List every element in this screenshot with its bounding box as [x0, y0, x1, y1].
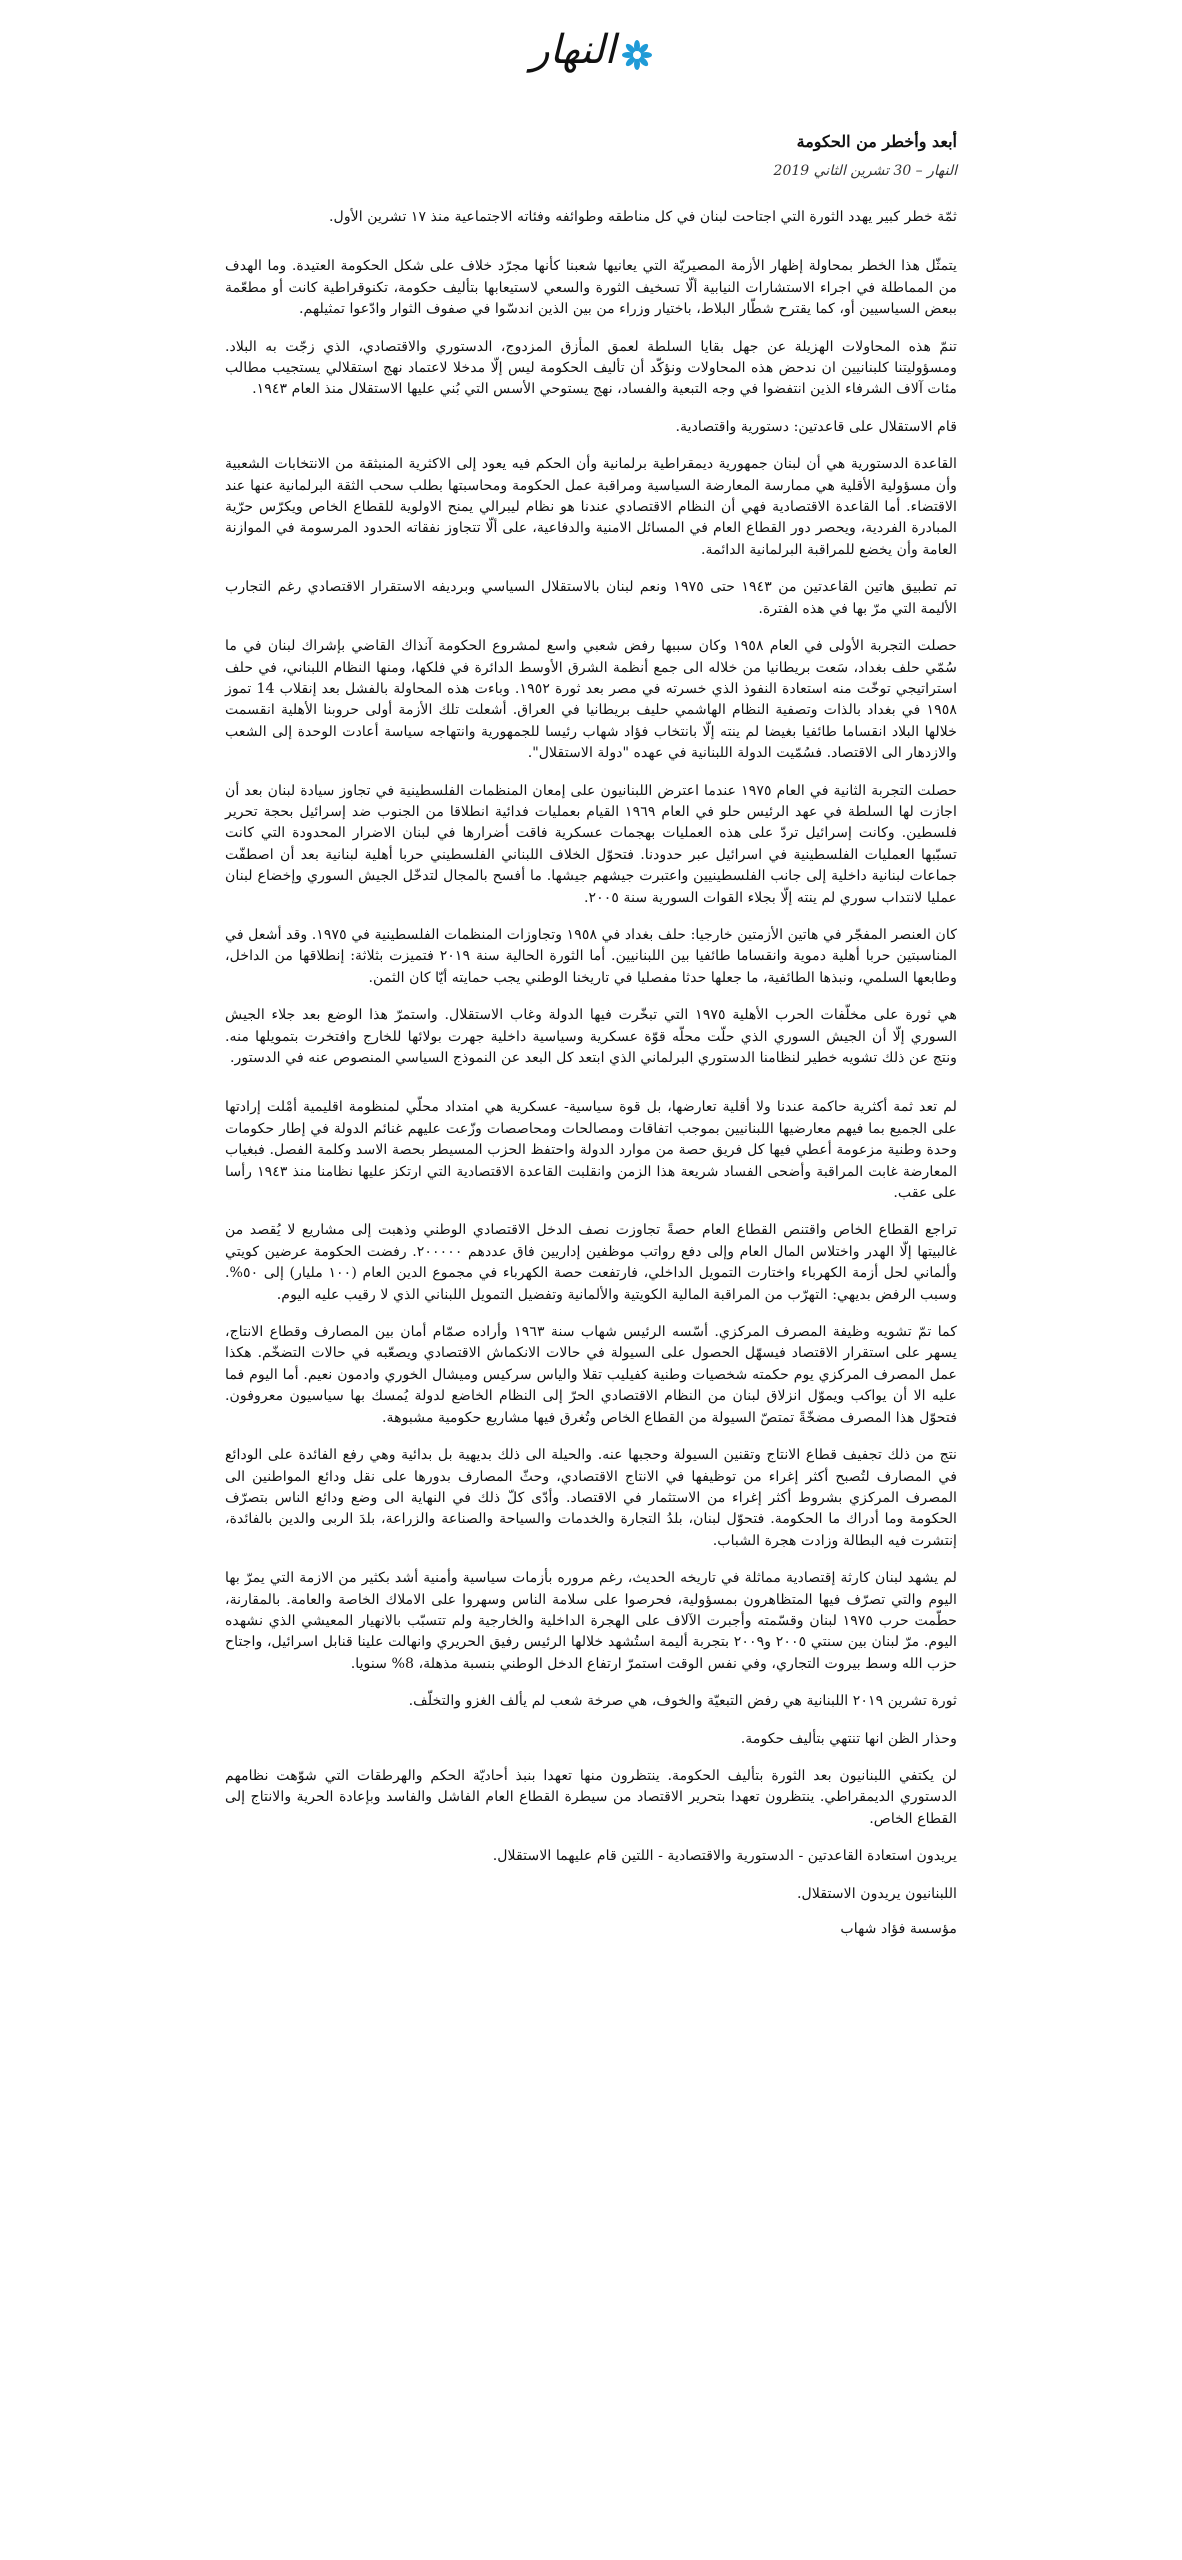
article-paragraph: قام الاستقلال على قاعدتين: دستورية واقتصادية. [675, 418, 957, 435]
article-paragraph: لم يشهد لبنان كارثة إقتصادية مماثلة في تاريخه الحديث، رغم مروره بأزمات سياسية وأمنية أشد بكثير من الازمة التي يمرّ بها اليوم والتي تصرّف فيها المتظاهرون بمسؤولية، فحرصوا على سلامة الناس وسهروا على الاملاك الخاصة والعامة. بالمقارنة، حطّمت حرب ١٩٧٥ لبنان وقسّمته وأجبرت الآلاف على الهجرة الداخلية والخارجية ولم تتسبّب بالانهيار المعيشي الذي نشهده اليوم. مرّ لبنان بين سنتي ٢٠٠٥ و٢٠٠٩ بتجربة أليمة استُشهد خلالها الرئيس رفيق الحريري وانهالت علينا قنابل اسرائيل، واجتاح حزب الله وسط بيروت التجاري، وفي نفس الوقت استمرّ ارتفاع الدخل الوطني بنسبة مذهلة، 8% سنويا. [225, 1570, 957, 1672]
article-paragraph: القاعدة الدستورية هي أن لبنان جمهورية ديمقراطية برلمانية وأن الحكم فيه يعود إلى الاكثرية المنبثقة من الانتخابات الشعبية وأن مسؤولية الأقلية هي ممارسة المعارضة السياسية ومراقبة عمل الحكومة ومحاسبتها بطلب سحب الثقة البرلمانية عنها عند الاقتضاء. أما القاعدة الاقتصادية فهي أن النظام الاقتصادي عندنا هو نظام ليبرالي يمنح الاولوية للقطاع الخاص ويكرّس حرّية المبادرة الفردية، ويحصر دور القطاع العام في المسائل الامنية والدفاعية، على ألّا تتجاوز نفقاته الحدود المرسومة في الموازنة العامة وأن يخضع للمراقبة البرلمانية الدائمة. [225, 456, 957, 558]
article-paragraph: يريدون استعادة القاعدتين - الدستورية والاقتصادية - اللتين قام عليهما الاستقلال. [492, 1848, 957, 1865]
article [225, 132, 957, 1937]
article-paragraph: حصلت التجربة الثانية في العام ١٩٧٥ عندما اعترض اللبنانيون على إمعان المنظمات الفلسطينية في تجاوز سيادة لبنان بعد أن اجازت لها السلطة في عهد الرئيس حلو في العام ١٩٦٩ القيام بعمليات فدائية انطلاقا من الجنوب ضد إسرائيل بحجة تحرير فلسطين. وكانت إسرائيل تردّ على هذه العمليات بهجمات عسكرية فاقت أضرارها في لبنان الاضرار المحدودة التي كانت تسبّبها العمليات الفلسطينية في اسرائيل عبر حدودنا. فتحوّل الخلاف اللبناني الفلسطيني حربا أهلية لبنانية بعد أن اصطفّت جماعات لبنانية داخلية إلى جانب الفلسطينيين واعتبرت جيشهم جيشها. ما أفسح بالمجال لتدخّل الجيش السوري وإخضاع لبنان عمليا لانتداب سوري لم ينته إلّا بجلاء القوات السورية سنة ٢٠٠٥. [225, 782, 957, 906]
article-paragraph: كان العنصر المفجّر في هاتين الأزمتين خارجيا: حلف بغداد في ١٩٥٨ وتجاوزات المنظمات الفلسطينية في ١٩٧٥. وقد أشعل في المناسبتين حربا أهلية دموية وانقساما طائفيا بين اللبنانيين. أما الثورة الحالية سنة ٢٠١٩ فتميزت بثلاثة: إنطلاقها من الداخل، وطابعها السلمي، ونبذها الطائفية، ما جعلها حدثا مفصليا في تاريخنا الوطني يجب حمايته أيّا كان الثمن. [225, 926, 957, 986]
article-paragraph: لن يكتفي اللبنانيون بعد الثورة بتأليف الحكومة. ينتظرون منها تعهدا بنبذ أحاديّة الحكم والهرطقات التي شوّهت نظامهم الدستوري الديمقراطي. ينتظرون تعهدا بتحرير الاقتصاد من سيطرة القطاع العام الفاشل والفاسد وبإعادة الحرية والانتاج إلى القطاع الخاص. [225, 1767, 957, 1827]
article-paragraph: تنمّ هذه المحاولات الهزيلة عن جهل بقايا السلطة لعمق المأزق المزدوج، الدستوري والاقتصادي، الذي زجّت به البلاد. ومسؤوليتنا كلبنانيين ان ندحض هذه المحاولات ونؤكّد أن تأليف الحكومة ليس إلّا مدخلا لاعتماد نهج استقلالي يستجيب مطالب مئات آلاف الشرفاء الذين انتفضوا في وجه التبعية والفساد، نهج يستوحي الأسس التي بُني عليها الاستقلال منذ العام ١٩٤٣. [225, 338, 957, 398]
article-paragraph: تم تطبيق هاتين القاعدتين من ١٩٤٣ حتى ١٩٧٥ ونعم لبنان بالاستقلال السياسي وبرديفه الاستقرار الاقتصادي رغم التجارب الأليمة التي مرّ بها في هذه الفترة. [225, 579, 957, 617]
logo-text: النهار [530, 27, 616, 73]
sun-burst-icon [622, 40, 652, 70]
article-signature: مؤسسة فؤاد شهاب [840, 1921, 957, 1937]
article-dateline: النهار – 30 تشرين الثاني 2019 [773, 163, 957, 179]
masthead [0, 27, 1182, 74]
article-paragraph: ثمّة خطر كبير يهدد الثورة التي اجتاحت لبنان في كل مناطقه وطوائفه وفئاته الاجتماعية منذ ١٧ تشرين الأول. [329, 209, 957, 225]
article-paragraph: حصلت التجربة الأولى في العام ١٩٥٨ وكان سببها رفض شعبي واسع لمشروع الحكومة آنذاك القاضي بإشراك لبنان في ما سُمّي حلف بغداد، سَعت بريطانيا من خلاله الى جمع أنظمة الشرق الأوسط الدائرة في فلكها، ومنها النظام اللبناني، في حلف استراتيجي توخّت منه استعادة النفوذ الذي خسرته في مصر بعد ثورة ١٩٥٢. وباءت هذه المحاولة بالفشل بعد إنقلاب 14 تموز ١٩٥٨ في بغداد بالذات وتصفية النظام الهاشمي حليف بريطانيا في العراق. أشعلت تلك الأزمة أولى حروبنا الأهلية انقسمت خلالها البلاد انقساما طائفيا بغيضا لم ينته إلّا بانتخاب فؤاد شهاب رئيسا للجمهورية وانتهاجه سياسة أعادت الوحدة إلى الشعب والازدهار الى الاقتصاد. فسُمّيت الدولة اللبنانية في عهده "دولة الاستقلال". [225, 638, 958, 762]
article-paragraph: يتمثّل هذا الخطر بمحاولة إظهار الأزمة المصيريّة التي يعانيها شعبنا كأنها مجرّد خلاف على شكل الحكومة العتيدة. وما الهدف من المماطلة في اجراء الاستشارات النيابية ألّا تسخيف الثورة والسعي لاستيعابها بتأليف حكومة، تكنوقراطية كانت أو مطعّمة ببعض السياسيين أو، كما يقترح شطّار البلاط، باختيار وزراء من بين الذين اندسّوا في صفوف الثوار وادّعوا تمثيلهم. [225, 258, 957, 318]
article-paragraph: هي ثورة على مخلّفات الحرب الأهلية ١٩٧٥ التي تبخّرت فيها الدولة وغاب الاستقلال. واستمرّ هذا الوضع بعد جلاء الجيش السوري إلّا أن الجيش السوري الذي حلّت محلّه قوّة عسكرية وسياسية داخلية جهرت بولائها للخارج وافتخرت بتمويلها منه. ونتج عن ذلك تشويه خطير لنظامنا الدستوري البرلماني الذي ابتعد كل البعد عن النموذج السياسي المنصوص عنه في الدستور. [225, 1007, 957, 1066]
article-paragraph: لم تعد ثمة أكثرية حاكمة عندنا ولا أقلية تعارضها، بل قوة سياسية- عسكرية هي امتداد محلّي لمنظومة اقليمية أمْلت إرادتها على الجميع بما فيهم معارضيها اللبنانيين بموجب اتفاقات ومصالحات ومحاصصات وزّعت عليهم غنائم الدولة في إطار حكومات وحدة وطنية مزعومة أعطي فيها كل فريق حصة من موارد الدولة واحتفظ الحزب المسيطر بحصة الاسد وكلمة الفصل. فبغياب المعارضة غابت المراقبة وأضحى الفساد شريعة هذا الزمن وانقلبت القاعدة الاقتصادية التي ارتكز عليها نظامنا منذ ١٩٤٣ رأسا على عقب. [225, 1099, 958, 1202]
newspaper-logo[interactable] [530, 27, 651, 73]
article-paragraph: كما تمّ تشويه وظيفة المصرف المركزي. أسّسه الرئيس شهاب سنة ١٩٦٣ وأراده صمّام أمان بين المصارف وقطاع الانتاج، يسهر على استقرار الاقتصاد فيسهّل الحصول على السيولة في حالات الانكماش الاقتصادي ويصعّبه في حالات التضخّم. هكذا عمل المصرف المركزي يوم حكمته شخصيات وطنية كفيليب تقلا والياس سركيس وميشال الخوري وادمون نعيم. أما اليوم فما عليه الا أن يواكب ويموّل انزلاق لبنان من النظام الاقتصادي الحرّ إلى النظام الخاضع لدولة يُمسك بها سياسيون معروفون. فتحوّل هذا المصرف مضخّةً تمتصّ السيولة من القطاع الخاص وتُغرق فيها مشاريع حكومية مشبوهة. [225, 1324, 958, 1426]
article-paragraph: نتج من ذلك تجفيف قطاع الانتاج وتقنين السيولة وحجبها عنه. والحيلة الى ذلك بديهية بل بدائية وهي رفع الفائدة على الودائع في المصارف لتُصبح أكثر إغراء من توظيفها في الانتاج الاقتصادي، وحثّ المصارف بدورها على نقل ودائع المواطنين الى المصرف المركزي بشروط أكثر إغراء من الاستثمار في الاقتصاد. وأدّى كلّ ذلك في النهاية الى وضع ودائع الناس بتصرّف الحكومة وما أدراك ما الحكومة. فتحوّل لبنان، بلدُ التجارة والخدمات والسياحة والصناعة والزراعة، بلدَ الربى والدين بالفائدة، إنتشرت فيه البطالة وزادت هجرة الشباب. [225, 1447, 957, 1549]
article-title: أبعد وأخطر من الحكومة [796, 132, 957, 151]
article-paragraph: ثورة تشرين ٢٠١٩ اللبنانية هي رفض التبعيّة والخوف، هي صرخة شعب لم يألف الغزو والتخلّف. [408, 1693, 957, 1710]
article-paragraph: اللبنانيون يريدون الاستقلال. [797, 1885, 957, 1902]
article-paragraph: وحذار الظن انها تنتهي بتأليف حكومة. [740, 1730, 957, 1747]
article-paragraph: تراجع القطاع الخاص واقتنص القطاع العام حصةً تجاوزت نصف الدخل الاقتصادي الوطني وذهبت إلى مشاريع لا يُقصد من غالبيتها إلّا الهدر واختلاس المال العام وإلى دفع رواتب موظفين إداريين فاق عددهم ٢٠٠٠٠٠. رفضت الحكومة عرضين كويتي وألماني لحل أزمة الكهرباء واختارت التمويل الداخلي، فارتفعت حصة الكهرباء في مجموع الدين العام (١٠٠ مليار) إلى ٥٠%. وسبب الرفض بديهي: التهرّب من المراقبة المالية الكويتية والألمانية وتفضيل التمويل اللبناني الذي لا رقيب عليه اليوم. [225, 1222, 957, 1303]
